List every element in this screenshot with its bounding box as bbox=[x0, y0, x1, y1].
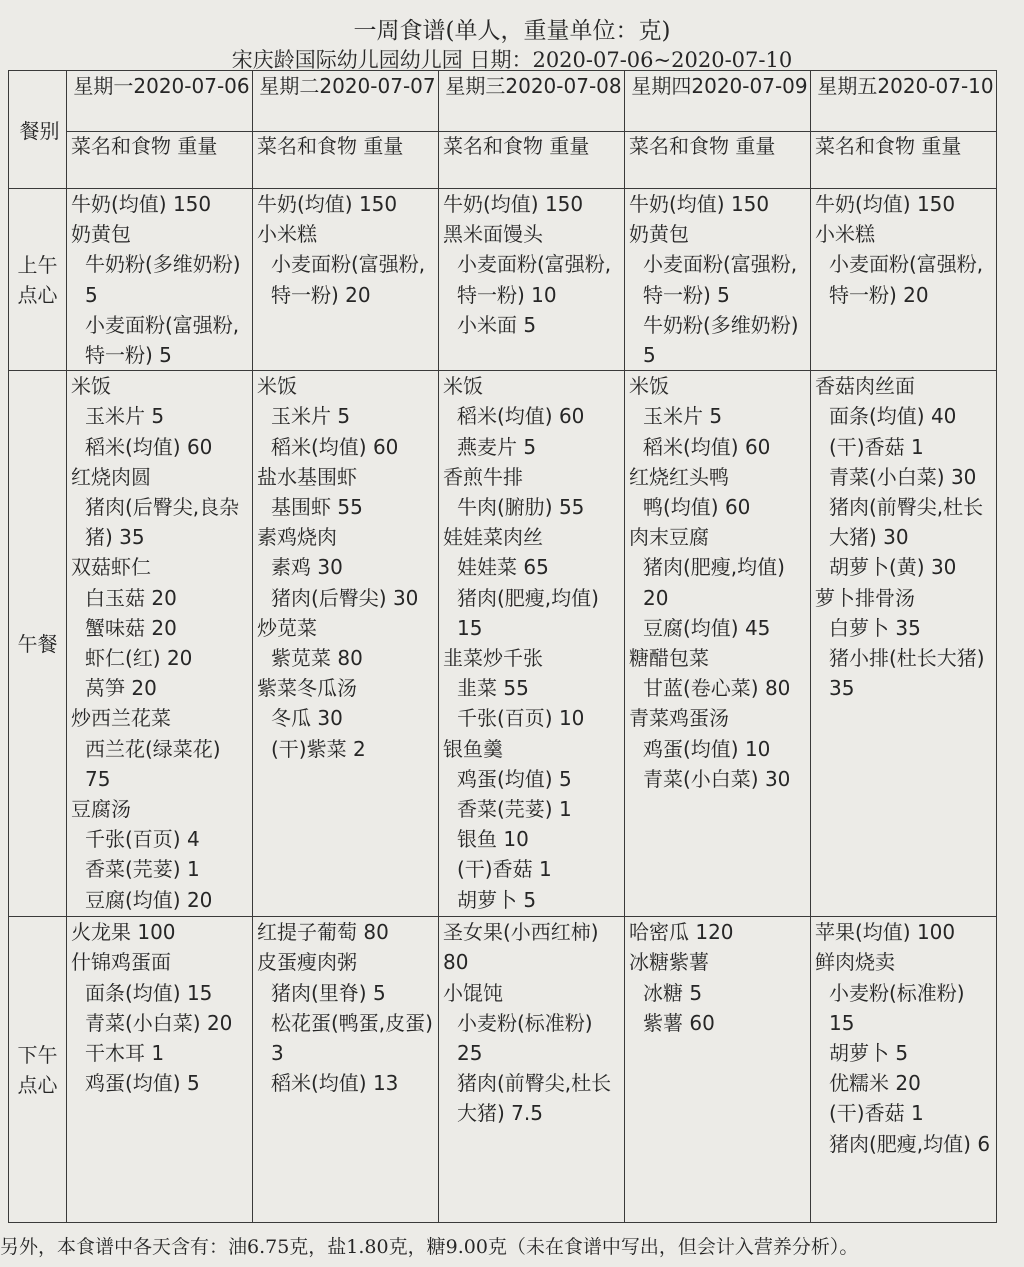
dish-name: 米饭 bbox=[629, 374, 669, 399]
ingredient: 小麦面粉(富强粉,特一粉) 10 bbox=[457, 252, 612, 307]
meal-label: 午餐 bbox=[9, 371, 67, 917]
page-subtitle: 宋庆龄国际幼儿园幼儿园 日期：2020-07-06~2020-07-10 bbox=[231, 48, 793, 72]
dish-name: 圣女果(小西红柿) 80 bbox=[443, 920, 605, 975]
dish-name: 奶黄包 bbox=[71, 222, 131, 247]
ingredient: 小麦面粉(富强粉,特一粉) 5 bbox=[85, 312, 240, 368]
meal-label: 上午 点心 bbox=[9, 189, 67, 371]
ingredient: 猪肉(肥瘦,均值) 6 bbox=[829, 1131, 991, 1156]
ingredient: 香菜(芫荽) 1 bbox=[85, 857, 200, 882]
menu-cell bbox=[439, 371, 625, 917]
ingredient: 面条(均值) 40 bbox=[829, 404, 957, 429]
meal-row bbox=[9, 189, 997, 371]
dish-name: 萝卜排骨汤 bbox=[815, 585, 915, 610]
ingredient: 小麦粉(标准粉) 15 bbox=[829, 980, 971, 1035]
menu-cell bbox=[811, 371, 997, 917]
ingredient: 松花蛋(鸭蛋,皮蛋) 3 bbox=[271, 1010, 440, 1066]
ingredient: 胡萝卜(黄) 30 bbox=[829, 555, 957, 580]
dish-name: 小馄饨 bbox=[443, 980, 503, 1005]
menu-cell bbox=[253, 917, 439, 1223]
ingredient: 紫苋菜 80 bbox=[271, 646, 363, 671]
ingredient: 胡萝卜 5 bbox=[829, 1041, 909, 1066]
menu-cell bbox=[67, 189, 253, 371]
ingredient: 玉米片 5 bbox=[271, 404, 351, 429]
dish-name: 香煎牛排 bbox=[443, 464, 523, 489]
ingredient: 白萝卜 35 bbox=[829, 615, 921, 640]
dish-name: 火龙果 100 bbox=[71, 920, 176, 945]
ingredient: 紫薯 60 bbox=[643, 1010, 715, 1035]
dish-name: 素鸡烧肉 bbox=[257, 525, 337, 550]
dish-name: 肉末豆腐 bbox=[629, 525, 709, 550]
ingredient: 基围虾 55 bbox=[271, 495, 363, 520]
ingredient: 稻米(均值) 60 bbox=[271, 434, 399, 459]
ingredient: 鸭(均值) 60 bbox=[643, 495, 751, 520]
dish-name: 皮蛋瘦肉粥 bbox=[257, 950, 357, 975]
ingredient: 玉米片 5 bbox=[643, 404, 723, 429]
day-header: 星期四2020-07-09 bbox=[625, 71, 811, 132]
ingredient: 牛奶粉(多维奶粉) 5 bbox=[85, 252, 247, 307]
ingredient: 青菜(小白菜) 30 bbox=[643, 766, 791, 791]
ingredient: 虾仁(红) 20 bbox=[85, 646, 193, 671]
subheader-row bbox=[9, 132, 997, 189]
ingredient: (干)香菇 1 bbox=[829, 434, 924, 459]
ingredient: 莴笋 20 bbox=[85, 676, 157, 701]
dish-name: 奶黄包 bbox=[629, 222, 689, 247]
ingredient: 玉米片 5 bbox=[85, 404, 165, 429]
ingredient: 娃娃菜 65 bbox=[457, 555, 549, 580]
dish-name: 炒西兰花菜 bbox=[71, 706, 171, 731]
dish-name: 黑米面馒头 bbox=[443, 222, 543, 247]
dish-name: 银鱼羹 bbox=[443, 736, 503, 761]
dish-name: 紫菜冬瓜汤 bbox=[257, 676, 357, 701]
ingredient: (干)香菇 1 bbox=[457, 857, 552, 882]
menu-cell bbox=[253, 189, 439, 371]
menu-cell bbox=[625, 189, 811, 371]
dish-name: 米饭 bbox=[257, 374, 297, 399]
page-title: 一周食谱(单人，重量单位：克) bbox=[353, 18, 671, 44]
ingredient: 豆腐(均值) 20 bbox=[85, 887, 213, 912]
ingredient: 香菜(芫荽) 1 bbox=[457, 797, 572, 822]
dish-name: 盐水基围虾 bbox=[257, 464, 357, 489]
ingredient: (干)香菇 1 bbox=[829, 1101, 924, 1126]
meal-row bbox=[9, 371, 997, 917]
menu-cell bbox=[439, 917, 625, 1223]
footer-note: 另外，本食谱中各天含有：油6.75克，盐1.80克，糖9.00克（未在食谱中写出，但会计入营养分析）。 bbox=[0, 1236, 859, 1258]
ingredient: 豆腐(均值) 45 bbox=[643, 615, 771, 640]
ingredient: 素鸡 30 bbox=[271, 555, 343, 580]
day-header-row bbox=[9, 71, 997, 132]
dish-name: 牛奶(均值) 150 bbox=[443, 192, 584, 216]
menu-cell bbox=[625, 371, 811, 917]
ingredient: 稻米(均值) 60 bbox=[643, 434, 771, 459]
dish-name: 牛奶(均值) 150 bbox=[815, 192, 956, 216]
dish-name: 小米糕 bbox=[815, 222, 875, 247]
ingredient: 干木耳 1 bbox=[85, 1041, 165, 1066]
column-subheader: 菜名和食物 重量 bbox=[811, 132, 997, 189]
dish-name: 牛奶(均值) 150 bbox=[257, 192, 398, 216]
ingredient: 银鱼 10 bbox=[457, 827, 529, 852]
dish-name: 豆腐汤 bbox=[71, 797, 131, 822]
ingredient: 甘蓝(卷心菜) 80 bbox=[643, 676, 791, 701]
meal-label: 下午 点心 bbox=[9, 917, 67, 1223]
ingredient: 冰糖 5 bbox=[643, 980, 703, 1005]
ingredient: 小麦面粉(富强粉,特一粉) 20 bbox=[271, 252, 426, 307]
dish-name: 红提子葡萄 80 bbox=[257, 920, 389, 945]
menu-body bbox=[9, 189, 997, 1223]
dish-name: 苹果(均值) 100 bbox=[815, 920, 956, 945]
dish-name: 红烧肉圆 bbox=[71, 464, 151, 489]
dish-name: 炒苋菜 bbox=[257, 615, 317, 640]
dish-name: 青菜鸡蛋汤 bbox=[629, 706, 729, 731]
ingredient: 小麦面粉(富强粉,特一粉) 20 bbox=[829, 252, 984, 307]
ingredient: 猪肉(肥瘦,均值) 20 bbox=[643, 555, 792, 610]
ingredient: 猪小排(杜长大猪) 35 bbox=[829, 646, 991, 701]
dish-name: 韭菜炒千张 bbox=[443, 646, 543, 671]
ingredient: 面条(均值) 15 bbox=[85, 980, 213, 1005]
day-header: 星期三2020-07-08 bbox=[439, 71, 625, 132]
menu-cell bbox=[625, 917, 811, 1223]
meal-type-header: 餐别 bbox=[9, 71, 67, 189]
menu-cell bbox=[67, 917, 253, 1223]
ingredient: 猪肉(前臀尖,杜长大猪) 30 bbox=[829, 495, 984, 550]
ingredient: 冬瓜 30 bbox=[271, 706, 343, 731]
day-header: 星期一2020-07-06 bbox=[67, 71, 253, 132]
ingredient: 西兰花(绿菜花) 75 bbox=[85, 736, 227, 791]
dish-name: 什锦鸡蛋面 bbox=[71, 950, 171, 975]
dish-name: 哈密瓜 120 bbox=[629, 920, 734, 945]
ingredient: 猪肉(肥瘦,均值) 15 bbox=[457, 585, 606, 640]
ingredient: 牛肉(腑肋) 55 bbox=[457, 495, 585, 520]
ingredient: (干)紫菜 2 bbox=[271, 736, 366, 761]
ingredient: 白玉菇 20 bbox=[85, 585, 177, 610]
dish-name: 娃娃菜肉丝 bbox=[443, 525, 543, 550]
day-header: 星期五2020-07-10 bbox=[811, 71, 997, 132]
menu-cell bbox=[811, 189, 997, 371]
ingredient: 猪肉(里脊) 5 bbox=[271, 980, 386, 1005]
ingredient: 稻米(均值) 60 bbox=[85, 434, 213, 459]
ingredient: 牛奶粉(多维奶粉) 5 bbox=[643, 312, 805, 368]
ingredient: 优糯米 20 bbox=[829, 1071, 921, 1096]
ingredient: 鸡蛋(均值) 5 bbox=[85, 1071, 200, 1096]
dish-name: 鲜肉烧卖 bbox=[815, 950, 895, 975]
ingredient: 千张(百页) 4 bbox=[85, 827, 200, 852]
dish-name: 香菇肉丝面 bbox=[815, 374, 915, 399]
ingredient: 胡萝卜 5 bbox=[457, 887, 537, 912]
ingredient: 青菜(小白菜) 30 bbox=[829, 464, 977, 489]
menu-cell bbox=[67, 371, 253, 917]
ingredient: 稻米(均值) 60 bbox=[457, 404, 585, 429]
ingredient: 千张(百页) 10 bbox=[457, 706, 585, 731]
column-subheader: 菜名和食物 重量 bbox=[625, 132, 811, 189]
menu-cell bbox=[439, 189, 625, 371]
menu-cell bbox=[811, 917, 997, 1223]
ingredient: 青菜(小白菜) 20 bbox=[85, 1010, 233, 1035]
ingredient: 燕麦片 5 bbox=[457, 434, 537, 459]
ingredient: 蟹味菇 20 bbox=[85, 615, 177, 640]
ingredient: 小米面 5 bbox=[457, 312, 537, 337]
dish-name: 小米糕 bbox=[257, 222, 317, 247]
dish-name: 糖醋包菜 bbox=[629, 646, 709, 671]
meal-row bbox=[9, 917, 997, 1223]
dish-name: 牛奶(均值) 150 bbox=[71, 192, 212, 216]
ingredient: 稻米(均值) 13 bbox=[271, 1071, 399, 1096]
dish-name: 红烧红头鸭 bbox=[629, 464, 729, 489]
day-header: 星期二2020-07-07 bbox=[253, 71, 439, 132]
weekly-menu-table bbox=[8, 70, 997, 1223]
dish-name: 双菇虾仁 bbox=[71, 555, 151, 580]
ingredient: 猪肉(前臀尖,杜长大猪) 7.5 bbox=[457, 1071, 612, 1126]
ingredient: 猪肉(后臀尖,良杂猪) 35 bbox=[85, 495, 240, 550]
dish-name: 米饭 bbox=[443, 374, 483, 399]
ingredient: 小麦面粉(富强粉,特一粉) 5 bbox=[643, 252, 798, 307]
column-subheader: 菜名和食物 重量 bbox=[67, 132, 253, 189]
ingredient: 鸡蛋(均值) 5 bbox=[457, 766, 572, 791]
dish-name: 冰糖紫薯 bbox=[629, 950, 709, 975]
column-subheader: 菜名和食物 重量 bbox=[253, 132, 439, 189]
dish-name: 米饭 bbox=[71, 374, 111, 399]
ingredient: 猪肉(后臀尖) 30 bbox=[271, 585, 419, 610]
ingredient: 小麦粉(标准粉) 25 bbox=[457, 1010, 599, 1066]
ingredient: 韭菜 55 bbox=[457, 676, 529, 701]
dish-name: 牛奶(均值) 150 bbox=[629, 192, 770, 216]
menu-cell bbox=[253, 371, 439, 917]
ingredient: 鸡蛋(均值) 10 bbox=[643, 736, 771, 761]
column-subheader: 菜名和食物 重量 bbox=[439, 132, 625, 189]
